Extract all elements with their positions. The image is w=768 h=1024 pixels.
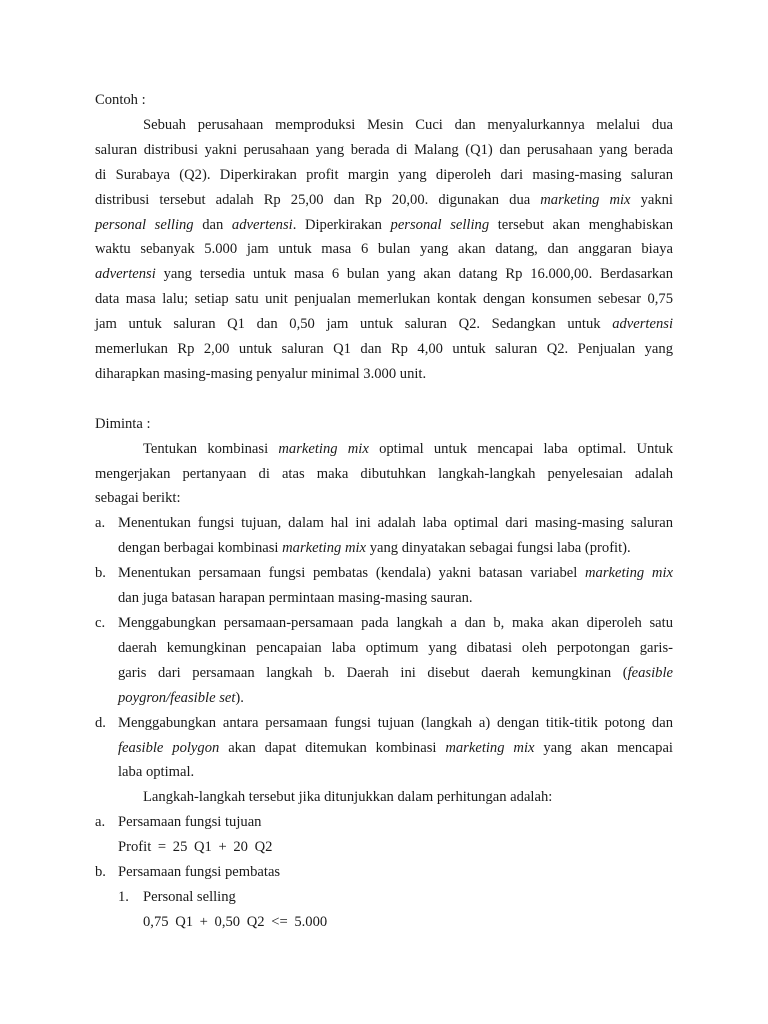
italic-term: advertensi [95,266,156,283]
list-marker: 1. [118,888,129,905]
step-c-cont [95,661,673,686]
step-d [95,711,673,736]
italic-term: feasible [627,664,673,681]
list-marker: b. [95,864,106,881]
perhitungan-a-title: Persamaan fungsi tujuan [118,814,262,831]
italic-term: personal selling [95,216,194,233]
step-text: daerah kemungkinan pencapaian laba optimum yang dibatasi oleh perpotongan garis- [118,639,673,656]
perhitungan-intro: Langkah-langkah tersebut jika ditunjukkan dalam perhitungan adalah: [143,789,553,806]
step-text: dengan berbagai kombinasi marketing mix yang dinyatakan sebagai fungsi laba (profit). [118,540,631,557]
step-a [95,511,673,536]
italic-term: marketing mix [282,540,367,557]
perhitungan-b-1 [95,885,673,910]
diminta-heading: Diminta : [95,415,151,432]
contoh-line: saluran distribusi yakni perusahaan yang berada di Malang (Q1) dan perusahaan yang berada [95,141,673,158]
italic-term: feasible polygon [118,739,220,756]
contoh-line: Sebuah perusahaan memproduksi Mesin Cuci dan menyalurkannya melalui dua [143,116,673,133]
list-marker: d. [95,714,106,731]
italic-term: marketing mix [585,565,673,582]
italic-term: poygron/feasible set [118,689,236,706]
profit-formula: Profit = 25 Q1 + 20 Q2 [118,839,273,856]
list-marker: a. [95,515,106,532]
step-text: laba optimal. [118,764,195,781]
step-d-cont [95,760,673,785]
diminta-line: mengerjakan pertanyaan di atas maka dibutuhkan langkah-langkah penyelesaian adalah [95,465,673,482]
step-text: dan juga batasan harapan permintaan masing-masing sauran. [118,590,473,607]
step-text: Menentukan fungsi tujuan, dalam hal ini adalah laba optimal dari masing-masing saluran [118,515,673,532]
list-marker: a. [95,814,106,831]
diminta-line: Tentukan kombinasi marketing mix optimal untuk mencapai laba optimal. Untuk [143,440,673,457]
spacer [95,387,673,412]
personal-selling-formula: 0,75 Q1 + 0,50 Q2 <= 5.000 [143,913,328,930]
step-text: poygron/feasible set). [118,689,244,706]
contoh-line: waktu sebanyak 5.000 jam untuk masa 6 bulan yang akan datang, dan anggaran biaya [95,241,673,258]
diminta-line: sebagai berikt: [95,490,181,507]
step-text: Menentukan persamaan fungsi pembatas (kendala) yakni batasan variabel marketing mix [118,565,673,582]
perhitungan-a [95,810,673,835]
step-b-cont [95,586,673,611]
italic-term: marketing mix [445,739,535,756]
contoh-line: memerlukan Rp 2,00 untuk saluran Q1 dan Rp 4,00 untuk saluran Q2. Penjualan yang [95,341,673,358]
italic-term: personal selling [390,216,490,233]
document-body [95,88,673,935]
personal-selling-title: Personal selling [143,888,236,905]
contoh-line: diharapkan masing-masing penyalur minimal 3.000 unit. [95,365,427,382]
italic-term: marketing mix [278,440,369,457]
italic-term: marketing mix [540,191,631,208]
perhitungan-b-title: Persamaan fungsi pembatas [118,864,281,881]
step-c-cont [95,686,673,711]
list-marker: b. [95,565,106,582]
step-text: garis dari persamaan langkah b. Daerah ini disebut daerah kemungkinan (feasible [118,664,673,681]
contoh-line: advertensi yang tersedia untuk masa 6 bulan yang akan datang Rp 16.000,00. Berdasarkan [95,266,673,283]
step-c-cont [95,636,673,661]
italic-term: advertensi [231,216,293,233]
step-text: feasible polygon akan dapat ditemukan kombinasi marketing mix yang akan mencapai [118,739,673,756]
step-a-cont [95,536,673,561]
contoh-line: jam untuk saluran Q1 dan 0,50 jam untuk saluran Q2. Sedangkan untuk advertensi [95,316,673,333]
step-d-cont [95,736,673,761]
step-text: Menggabungkan antara persamaan fungsi tujuan (langkah a) dengan titik-titik potong dan [118,714,673,731]
step-b [95,561,673,586]
italic-term: advertensi [612,316,673,333]
contoh-line: data masa lalu; setiap satu unit penjualan memerlukan kontak dengan konsumen sebesar 0,75 [95,291,673,308]
contoh-line: distribusi tersebut adalah Rp 25,00 dan Rp 20,00. digunakan dua marketing mix yakni [95,191,673,208]
contoh-line: personal selling dan advertensi. Diperkirakan personal selling tersebut akan menghabiskan [95,216,673,233]
perhitungan-b [95,860,673,885]
list-marker: c. [95,615,106,632]
step-c [95,611,673,636]
step-text: Menggabungkan persamaan-persamaan pada langkah a dan b, maka akan diperoleh satu [118,615,673,632]
contoh-line: di Surabaya (Q2). Diperkirakan profit margin yang diperoleh dari masing-masing saluran [95,166,673,183]
contoh-heading: Contoh : [95,92,146,108]
